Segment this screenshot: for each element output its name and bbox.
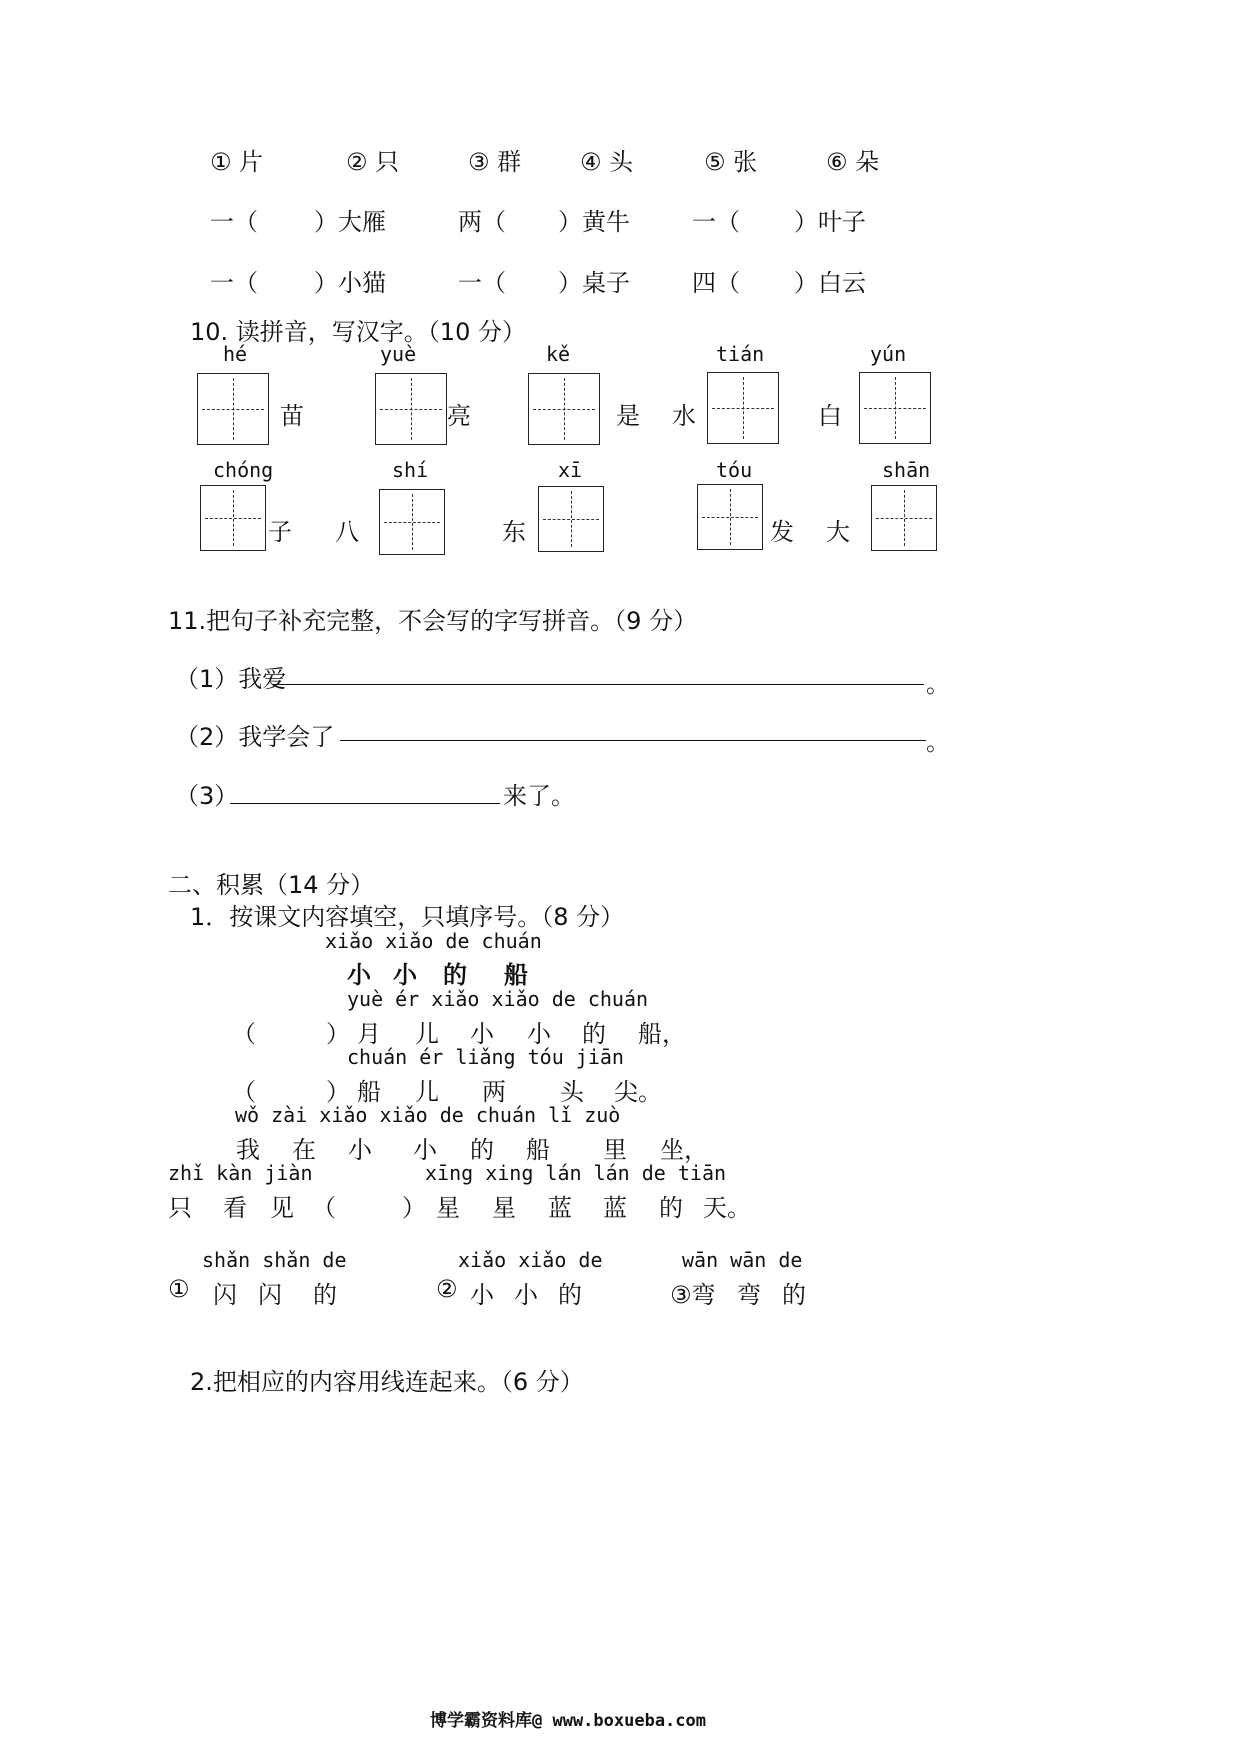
poem-char: 蓝 <box>603 1194 627 1222</box>
poem-char: 头 <box>560 1078 584 1106</box>
poem-char: 天。 <box>703 1194 751 1222</box>
pinyin-label: xiǎo xiǎo de chuán <box>325 929 542 953</box>
poem-char: 的 <box>582 1020 606 1048</box>
measure-option: ② 只 <box>346 148 400 176</box>
pinyin-label: xī <box>558 458 583 482</box>
pinyin-label: shí <box>392 458 429 482</box>
measure-option: ④ 头 <box>580 148 634 176</box>
measure-blank-close: ）桌子 <box>558 269 630 297</box>
poem-char: 小 <box>348 1136 372 1164</box>
answer-line[interactable] <box>273 684 924 685</box>
option-char: 小 <box>470 1281 494 1309</box>
pinyin-label: wǒ zài xiǎo xiǎo de chuán lǐ zuò <box>235 1103 621 1127</box>
writing-box[interactable] <box>538 486 604 552</box>
poem-char: 月 <box>357 1020 381 1048</box>
poem-char: 星 <box>492 1194 516 1222</box>
poem-char: 小 <box>413 1136 437 1164</box>
pinyin-label: yuè <box>380 342 417 366</box>
measure-blank-open: 四（ <box>692 269 740 297</box>
pinyin-label: kě <box>546 342 571 366</box>
poem-char: 星 <box>436 1194 460 1222</box>
word-char: 子 <box>268 518 292 546</box>
measure-blank-close: ）小猫 <box>314 269 386 297</box>
measure-blank-open: 一（ <box>210 269 258 297</box>
poem-char: 小 <box>470 1020 494 1048</box>
writing-box[interactable] <box>871 485 937 551</box>
poem-char: 两 <box>482 1078 506 1106</box>
pinyin-label: shǎn shǎn de <box>202 1248 347 1272</box>
word-char: 是 <box>616 402 640 430</box>
blank-paren: ） <box>326 1020 350 1048</box>
option-char: 闪 <box>258 1281 282 1309</box>
poem-char: 我 <box>236 1136 260 1164</box>
pinyin-label: tián <box>716 342 765 366</box>
option-char: 的 <box>782 1281 806 1309</box>
word-char: 东 <box>502 518 526 546</box>
option-char: 闪 <box>213 1281 237 1309</box>
poem-char: 船 <box>357 1078 381 1106</box>
footer-watermark: 博学霸资料库@ www.boxueba.com <box>430 1711 706 1731</box>
poem-char: 坐， <box>660 1136 708 1164</box>
writing-box[interactable] <box>697 484 763 550</box>
measure-blank-close: ）大雁 <box>314 208 386 236</box>
writing-box[interactable] <box>859 372 931 444</box>
answer-line[interactable] <box>230 803 500 804</box>
word-char: 大 <box>826 518 850 546</box>
option-char: ① <box>168 1275 190 1303</box>
poem-char: 蓝 <box>548 1194 572 1222</box>
measure-blank-open: 一（ <box>458 269 506 297</box>
option-char: 的 <box>558 1281 582 1309</box>
pinyin-label: chóng <box>213 458 274 482</box>
blank-paren: ） <box>402 1194 426 1222</box>
poem-char: 的 <box>659 1194 683 1222</box>
measure-blank-close: ）叶子 <box>794 208 866 236</box>
option-char: 的 <box>313 1281 337 1309</box>
question-10-title: 10. 读拼音，写汉字。（10 分） <box>190 318 526 346</box>
pinyin-label: zhǐ kàn jiàn <box>168 1161 313 1185</box>
measure-option: ⑤ 张 <box>704 148 758 176</box>
writing-box[interactable] <box>375 373 447 445</box>
poem-title-char: 的 <box>443 961 467 989</box>
poem-char: 看 <box>223 1194 247 1222</box>
question-2-title: 2.把相应的内容用线连起来。（6 分） <box>190 1368 584 1396</box>
pinyin-label: xīng xing lán lán de tiān <box>425 1161 727 1185</box>
option-char: ② <box>436 1275 458 1303</box>
measure-blank-open: 两（ <box>458 208 506 236</box>
option-char: 小 <box>514 1281 538 1309</box>
blank-paren: （ <box>232 1020 256 1048</box>
poem-char: 见 <box>270 1194 294 1222</box>
measure-blank-close: ）白云 <box>794 269 866 297</box>
pinyin-label: yún <box>870 342 907 366</box>
word-char: 发 <box>770 518 794 546</box>
writing-box[interactable] <box>379 489 445 555</box>
measure-option: ① 片 <box>210 148 264 176</box>
writing-box[interactable] <box>707 372 779 444</box>
blank-paren: ） <box>326 1078 350 1106</box>
word-char: 白 <box>818 402 842 430</box>
poem-char: 小 <box>527 1020 551 1048</box>
poem-char: 的 <box>470 1136 494 1164</box>
option-char: ③弯 <box>670 1281 716 1309</box>
measure-blank-close: ）黄牛 <box>558 208 630 236</box>
word-char: 水 <box>672 402 696 430</box>
pinyin-label: shān <box>882 458 931 482</box>
sentence-label: （3） <box>175 782 239 810</box>
measure-blank-open: 一（ <box>210 208 258 236</box>
writing-box[interactable] <box>200 485 266 551</box>
poem-char: 儿 <box>415 1020 439 1048</box>
sentence-end: 。 <box>926 728 950 756</box>
poem-char: 儿 <box>415 1078 439 1106</box>
pinyin-label: xiǎo xiǎo de <box>458 1248 603 1272</box>
poem-title-char: 船 <box>504 961 528 989</box>
answer-line[interactable] <box>340 740 926 741</box>
poem-char: 船 <box>526 1136 550 1164</box>
poem-char: 尖。 <box>614 1078 662 1106</box>
writing-box[interactable] <box>528 373 600 445</box>
pinyin-label: chuán ér liǎng tóu jiān <box>347 1045 624 1069</box>
poem-char: 里 <box>603 1136 627 1164</box>
word-char: 八 <box>335 518 359 546</box>
section-2-title: 二、积累（14 分） <box>168 871 375 899</box>
pinyin-label: hé <box>223 342 248 366</box>
poem-char: 在 <box>292 1136 316 1164</box>
sentence-end: 。 <box>926 670 950 698</box>
pinyin-label: wān wān de <box>682 1248 803 1272</box>
pinyin-label: yuè ér xiǎo xiǎo de chuán <box>347 987 649 1011</box>
question-11-title: 11.把句子补充完整，不会写的字写拼音。（9 分） <box>168 607 698 635</box>
blank-paren: （ <box>232 1078 256 1106</box>
pinyin-label: tóu <box>716 458 753 482</box>
measure-option: ③ 群 <box>468 148 522 176</box>
sentence-label: （2）我学会了 <box>175 723 335 751</box>
writing-box[interactable] <box>197 373 269 445</box>
poem-char: 船， <box>638 1020 686 1048</box>
measure-blank-open: 一（ <box>692 208 740 236</box>
sentence-label: （1）我爱 <box>175 665 287 693</box>
poem-title-char: 小 <box>347 961 371 989</box>
option-char: 弯 <box>737 1281 761 1309</box>
question-1-title: 1．按课文内容填空，只填序号。（8 分） <box>190 903 625 931</box>
measure-option: ⑥ 朵 <box>826 148 880 176</box>
poem-char: 只 <box>168 1194 192 1222</box>
blank-paren: （ <box>312 1194 336 1222</box>
word-char: 亮 <box>447 402 471 430</box>
word-char: 苗 <box>280 402 304 430</box>
poem-title-char: 小 <box>393 961 417 989</box>
sentence-end: 来了。 <box>503 782 575 810</box>
